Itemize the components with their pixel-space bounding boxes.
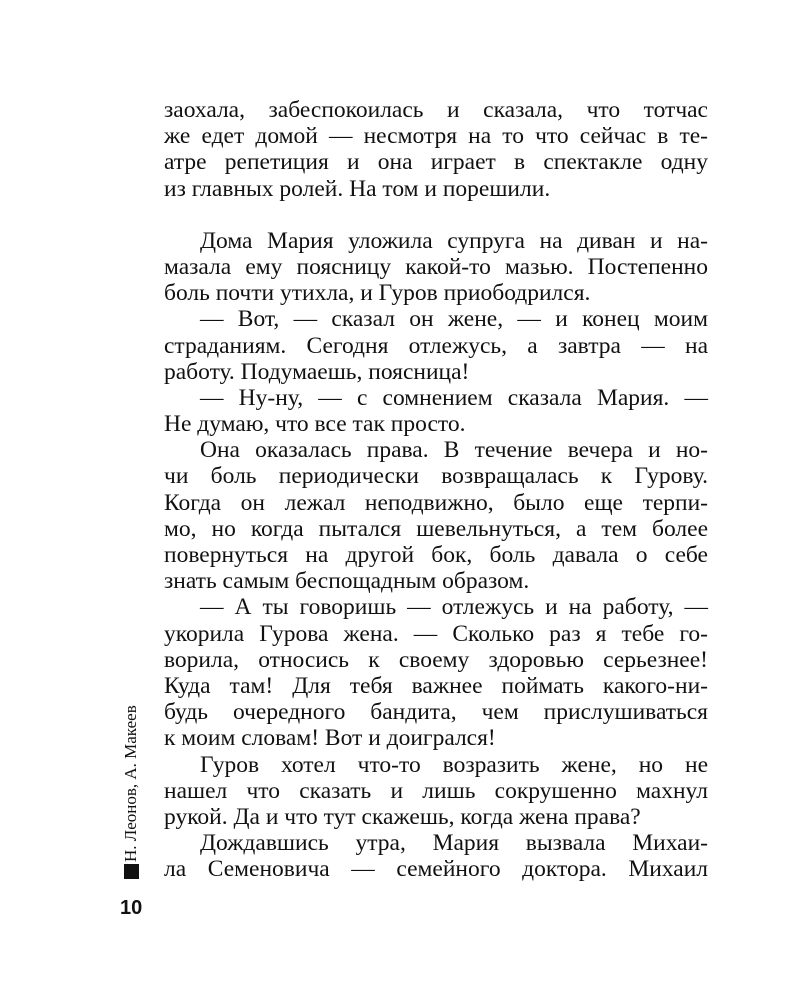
- text-line: Дождавшись утра, Мария вызвала Михаи-: [200, 830, 708, 857]
- paragraph-gap: [164, 202, 708, 228]
- text-line: Гуров хотел что-то возразить жене, но не: [200, 751, 708, 778]
- text-line: мо, но когда пытался шевельнуться, а тем более: [164, 515, 708, 542]
- text-line: из главных ролей. На том и порешили.: [164, 175, 551, 202]
- text-line: работу. Подумаешь, поясница!: [164, 358, 470, 385]
- text-line: к моим словам! Вот и доигрался!: [164, 725, 496, 752]
- text-line: ла Семеновича — семейного доктора. Михаил: [164, 856, 708, 883]
- running-head-text: Н. Леонов, А. Макеев: [121, 705, 140, 862]
- text-line: же едет домой — несмотря на то что сейчас в те-: [164, 123, 708, 150]
- text-line: мазала ему поясницу какой-то мазью. Постепенно: [164, 253, 708, 280]
- square-bullet-icon: [124, 864, 139, 879]
- text-line: укорила Гурова жена. — Сколько раз я тебе го-: [164, 620, 708, 647]
- text-line: боль почти утихла, и Гуров приободрился.: [164, 280, 591, 307]
- text-line: атре репетиция и она играет в спектакле одну: [164, 149, 708, 176]
- text-line: страданиям. Сегодня отлежусь, а завтра — на: [164, 332, 708, 359]
- text-line: — Ну-ну, — с сомнением сказала Мария. —: [200, 384, 708, 411]
- text-line: Дома Мария уложила супруга на диван и на-: [200, 227, 708, 254]
- body-text: [164, 97, 708, 882]
- text-line: ворила, относись к своему здоровью серьезнее!: [164, 646, 708, 673]
- text-line: Куда там! Для тебя важнее поймать какого-ни-: [164, 672, 708, 699]
- running-head: [121, 705, 141, 862]
- page-number: 10: [120, 897, 143, 919]
- text-line: заохала, забеспокоилась и сказала, что тотчас: [164, 97, 708, 123]
- text-line: — Вот, — сказал он жене, — и конец моим: [200, 306, 708, 333]
- text-line: — А ты говоришь — отлежусь и на работу, —: [200, 594, 708, 621]
- text-line: Когда он лежал неподвижно, было еще терпи-: [164, 489, 708, 516]
- text-line: рукой. Да и что тут скажешь, когда жена права?: [164, 803, 641, 830]
- text-line: Не думаю, что все так просто.: [164, 411, 466, 438]
- text-line: повернуться на другой бок, боль давала о себе: [164, 542, 708, 568]
- text-line: будь очередного бандита, чем прислушиваться: [164, 699, 708, 726]
- text-line: чи боль периодически возвращалась к Гурову.: [164, 463, 708, 490]
- text-line: нашел что сказать и лишь сокрушенно махнул: [164, 777, 708, 804]
- text-line: знать самым беспощадным образом.: [164, 568, 530, 595]
- text-line: Она оказалась права. В течение вечера и но-: [200, 437, 708, 464]
